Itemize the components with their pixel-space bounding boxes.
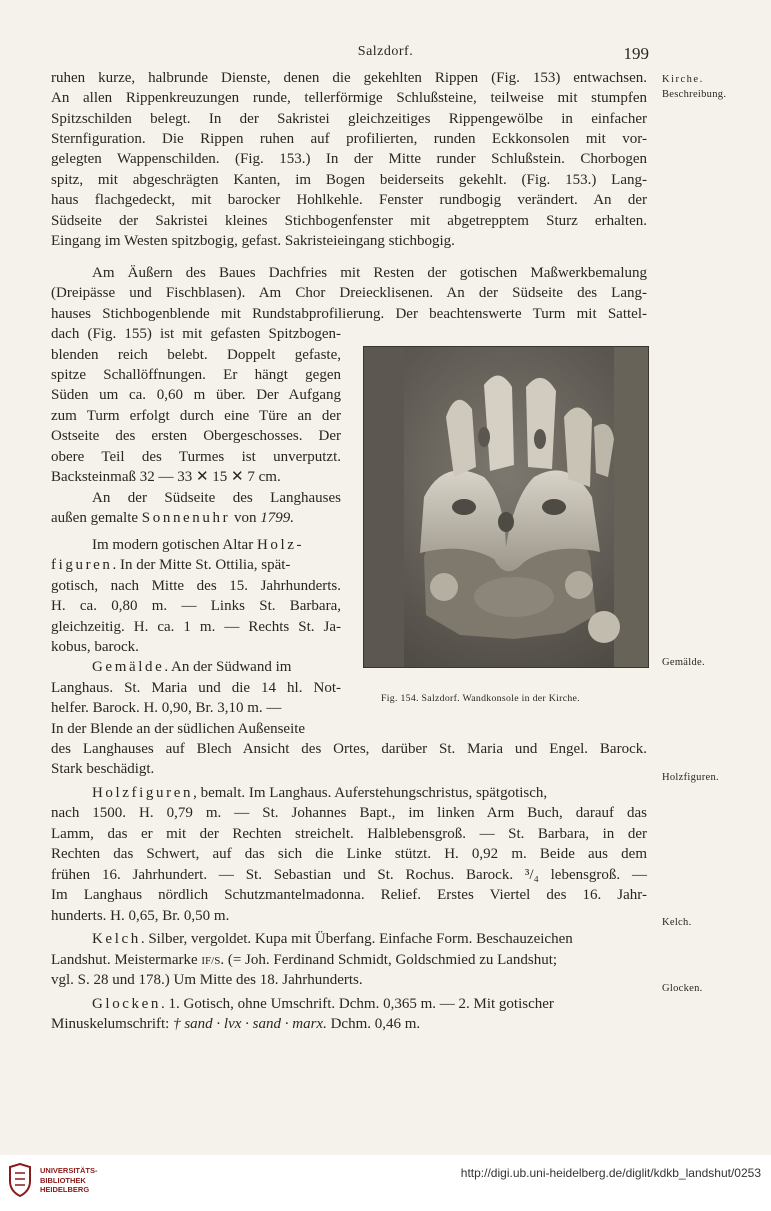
margin-note-gemaelde: Gemälde. xyxy=(662,657,705,668)
library-name: UNIVERSITÄTS- BIBLIOTHEK HEIDELBERG xyxy=(40,1166,98,1194)
text-line: H. ca. 0,80 m. — Links St. Barbara, xyxy=(51,598,341,614)
wall-console-illustration xyxy=(364,347,648,667)
text-line: Spitzschilden belegt. In der Sakristei gleichzeitiges Rippengewölbe in einfacher xyxy=(51,111,647,127)
university-seal-icon xyxy=(6,1163,34,1202)
text-line: Ostseite des ersten Obergeschosses. Der xyxy=(51,428,341,444)
text-line: Am Äußern des Baues Dachfries mit Resten der gotischen Maßwerkbemalung xyxy=(92,265,647,281)
text-line: spitz, mit abgeschrägten Kanten, im Bogen beiderseits gekehlt. (Fig. 153.) Lang- xyxy=(51,172,647,188)
text-line: kobus, barock. xyxy=(51,639,139,655)
text-line: (Dreipässe und Fischblasen). Am Chor Dreiecklisenen. An der Südseite des Lang- xyxy=(51,285,647,301)
text-line: gleichzeitig. H. ca. 1 m. — Rechts St. Ja- xyxy=(51,619,341,635)
text-line: Südseite der Sakristei kleines Stichbogenfenster mit abgetrepptem Sturz erhalten. xyxy=(51,213,647,229)
text-line: hauses Stichbogenblende mit Rundstabprofilierung. Der beachtenswerte Turm mit Sattel- xyxy=(51,306,647,322)
running-head: Salzdorf. xyxy=(357,44,414,59)
master-mark: IF/S xyxy=(201,955,221,967)
text-line: Eingang im Westen spitzbogig, gefast. Sakristeieingang stichbogig. xyxy=(51,233,455,249)
text-line: Holzfiguren, bemalt. Im Langhaus. Auferstehungschristus, spätgotisch, xyxy=(92,785,548,801)
text-line: nach 1500. H. 0,79 m. — St. Johannes Bapt., im linken Arm Buch, darauf das xyxy=(51,805,647,821)
text-line: Backsteinmaß 32 — 33 ✕ 15 ✕ 7 cm. xyxy=(51,469,281,485)
text-line: des Langhauses auf Blech Ansicht des Ortes, darüber St. Maria und Engel. Barock. xyxy=(51,741,647,757)
text-line: außen gemalte Sonnenuhr von 1799. xyxy=(51,510,294,526)
text-line: Rechten das Schwert, auf das sich die Linke stützt. H. 0,92 m. Beide aus dem xyxy=(51,846,647,862)
text-line: vgl. S. 28 und 178.) Um Mitte des 18. Jahrhunderts. xyxy=(51,972,363,988)
text-line: Langhaus. St. Maria und die 14 hl. Not- xyxy=(51,680,341,696)
page-number: 199 xyxy=(623,44,649,63)
text-line: gotisch, nach Mitte des 15. Jahrhunderts. xyxy=(51,578,341,594)
text-line: In der Blende an der südlichen Außenseite xyxy=(51,721,306,737)
figure-caption: Fig. 154. Salzdorf. Wandkonsole in der Kirche. xyxy=(381,693,580,704)
text-line: An der Südseite des Langhauses xyxy=(92,490,341,506)
text-line: Im Langhaus nördlich Schutzmantelmadonna. Relief. Erstes Viertel des 16. Jahr- xyxy=(51,887,647,903)
text-line: dach (Fig. 155) ist mit gefasten Spitzbogen- xyxy=(51,326,341,342)
text-line: helfer. Barock. H. 0,90, Br. 3,10 m. — xyxy=(51,700,282,716)
text-line: Glocken. 1. Gotisch, ohne Umschrift. Dchm. 0,365 m. — 2. Mit gotischer xyxy=(92,996,554,1012)
text-line: Landshut. Meistermarke IF/S. (= Joh. Ferdinand Schmidt, Goldschmied zu Landshut; xyxy=(51,952,558,968)
text-line: frühen 16. Jahrhundert. — St. Sebastian und St. Rochus. Barock. ³/₄ lebensgroß. — xyxy=(51,867,647,883)
text-line: An allen Rippenkreuzungen runde, tellerförmige Schlußsteine, teilweise mit stumpfen xyxy=(51,90,647,106)
footer-bar xyxy=(0,1155,771,1211)
margin-note-kelch: Kelch. xyxy=(662,917,692,928)
margin-note-kirche: Kirche. xyxy=(662,74,704,85)
text-line: Stark beschädigt. xyxy=(51,761,155,777)
margin-note-glocken: Glocken. xyxy=(662,983,703,994)
text-line: Lamm, das er mit der Rechten streichelt. Halblebensgroß. — St. Barbara, in der xyxy=(51,826,647,842)
text-line: hunderts. H. 0,65, Br. 0,50 m. xyxy=(51,908,230,924)
text-line: Minuskelumschrift: † sand · lvx · sand · marx. Dchm. 0,46 m. xyxy=(51,1016,421,1032)
text-line: Süden um ca. 0,60 m über. Der Aufgang xyxy=(51,387,341,403)
margin-note-beschreibung: Beschreibung. xyxy=(662,89,727,100)
text-line: Sternfiguration. Die Rippen ruhen auf profilierten, runden Eckkonsolen mit vor- xyxy=(51,131,647,147)
text-line: Gemälde. An der Südwand im xyxy=(92,659,292,675)
text-line: gelegten Wappenschilden. (Fig. 153.) In der Mitte runder Schlußstein. Chorbogen xyxy=(51,151,647,167)
text-line: Im modern gotischen Altar Holz- xyxy=(92,537,305,553)
text-line: blenden reich belebt. Doppelt gefaste, xyxy=(51,347,341,363)
text-line: obere Teil des Turmes ist unverputzt. xyxy=(51,449,341,465)
text-line: Kelch. Silber, vergoldet. Kupa mit Überfang. Einfache Form. Beschauzeichen xyxy=(92,931,573,947)
figure-wall-console xyxy=(363,346,649,668)
text-line: zum Turm erfolgt durch eine Türe an der xyxy=(51,408,341,424)
text-line: haus flachgedeckt, mit barocker Hohlkehle. Fenster rundbogig verändert. An der xyxy=(51,192,647,208)
text-line: figuren. In der Mitte St. Ottilia, spät- xyxy=(51,557,291,573)
source-url-link[interactable]: http://digi.ub.uni-heidelberg.de/diglit/kdkb_landshut/0253 xyxy=(460,1166,761,1180)
margin-note-holzfiguren: Holzfiguren. xyxy=(662,772,719,783)
text-line: ruhen kurze, halbrunde Dienste, denen die gekehlten Rippen (Fig. 153) entwachsen. xyxy=(51,70,647,86)
text-line: spitze Schallöffnungen. Er hängt gegen xyxy=(51,367,341,383)
